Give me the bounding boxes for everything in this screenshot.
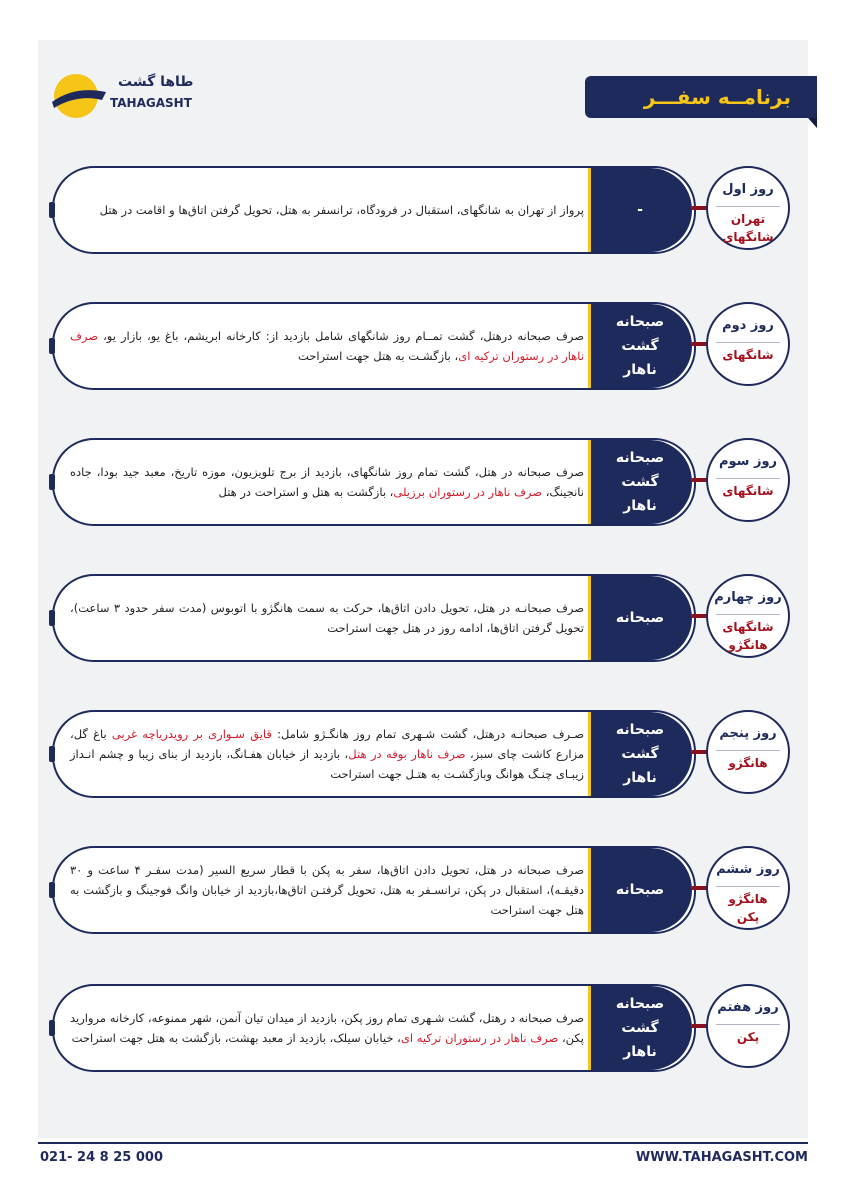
description-text: صرف صبحانـه در هتل، تحویل دادن اتاق‌ها، حرکت به سمت هانگژو با اتوبوس (مدت سفر حدود ۳ ساعت)، تحویل گرفتن اتاق‌ها، ادامه روز در هتل جهت استراحت <box>70 601 584 635</box>
pill-tab <box>49 474 55 490</box>
description-text: صرف صبحانه در هتل، گشت تمام روز شانگهای، بازدید از برج تلویزیون، موزه تاریخ، معبد جید بودا، جاده نانجینگ، <box>70 465 584 499</box>
day-badge <box>706 438 790 522</box>
brand-fa: طاها گشت <box>118 74 194 90</box>
day-row <box>52 710 792 798</box>
description-text: ، خیابان سیلک، بازدید از معبد بهشت، بازگشت به هتل جهت استراحت <box>71 1031 401 1045</box>
meal-separator <box>588 848 591 932</box>
day-row <box>52 166 792 254</box>
title-fold <box>808 118 817 128</box>
day-city: شانگهای <box>722 484 774 498</box>
day-description-pill <box>52 438 696 526</box>
description-text: صـرف صبحانـه درهتل، گشت شـهری تمام روز هانگـژو شامل: <box>271 727 584 741</box>
day-label: روز اول <box>722 182 774 197</box>
day-row <box>52 302 792 390</box>
day-description <box>70 712 584 796</box>
day-label: روز هفتم <box>717 1000 779 1015</box>
meal-info: صبحانه <box>588 576 692 660</box>
meal-info: صبحانه گشت ناهار <box>588 986 692 1070</box>
page-title: برنامــه سفـــر <box>585 76 817 118</box>
description-text: ، بازگشـت به هتل جهت استراحت <box>298 349 459 363</box>
day-label: روز سوم <box>718 454 778 469</box>
day-badge <box>706 846 790 930</box>
footer-divider <box>38 1142 808 1144</box>
day-description-pill <box>52 846 696 934</box>
day-description <box>70 440 584 524</box>
day-label: روز چهارم <box>714 590 782 605</box>
meal-info: صبحانه گشت ناهار <box>588 712 692 796</box>
day-badge <box>706 574 790 658</box>
pill-tab <box>49 202 55 218</box>
badge-divider <box>716 1024 780 1025</box>
meal-separator <box>588 168 591 252</box>
day-row <box>52 846 792 934</box>
day-badge <box>706 710 790 794</box>
pill-tab <box>49 882 55 898</box>
day-city: شانگهای هانگژو <box>722 620 774 652</box>
day-badge <box>706 984 790 1068</box>
highlight-text: صرف ناهار در رستوران ترکیه ای <box>70 329 584 363</box>
pill-tab <box>49 1020 55 1036</box>
description-text: پرواز از تهران به شانگهای، استقبال در فرودگاه، ترانسفر به هتل، تحویل گرفتن اتاق‌ها و اقامت در هتل <box>99 203 584 217</box>
day-label: روز ششم <box>716 862 780 877</box>
day-description-pill <box>52 302 696 390</box>
badge-divider <box>716 886 780 887</box>
day-description-pill <box>52 984 696 1072</box>
day-label: روز پنجم <box>719 726 777 741</box>
day-description <box>70 304 584 388</box>
meal-info: - <box>588 168 692 252</box>
highlight-text: صرف ناهار در رستوران ترکیه ای <box>400 1031 559 1045</box>
pill-tab <box>49 746 55 762</box>
day-city: هانگژو پکن <box>728 892 768 924</box>
highlight-text: صرف ناهار بوفه در هتل <box>348 747 466 761</box>
description-text: باغ گل، مزارع کاشت چای سبز، <box>70 727 585 761</box>
badge-divider <box>716 342 780 343</box>
badge-divider <box>716 750 780 751</box>
day-badge <box>706 302 790 386</box>
day-description <box>70 576 584 660</box>
pill-tab <box>49 610 55 626</box>
description-text: صرف صبحانه درهتل، گشت تمــام روز شانگهای شامل بازدید از: کارخانه ابریشم، باغ یو، بازار یو، <box>98 329 584 343</box>
pill-tab <box>49 338 55 354</box>
day-city: تهران شانگهای <box>722 212 774 244</box>
day-description-pill <box>52 166 696 254</box>
meal-separator <box>588 440 591 524</box>
day-description <box>70 848 584 932</box>
badge-divider <box>716 478 780 479</box>
highlight-text: قایق سـواری بر رویدریاچه غربی <box>111 727 272 741</box>
meal-info: صبحانه <box>588 848 692 932</box>
meal-info: صبحانه گشت ناهار <box>588 304 692 388</box>
badge-divider <box>716 614 780 615</box>
day-city: پکن <box>736 1030 760 1044</box>
day-description-pill <box>52 710 696 798</box>
day-row <box>52 984 792 1072</box>
day-description <box>70 168 584 252</box>
description-text: ، بازدید از خیابان هفـانگ، بازدید از بنای زیبا و چشم انـداز زیبـای چنـگ هوانگ وبازگشـت به هتـل جهت استراحت <box>70 747 584 781</box>
day-city: هانگژو <box>728 756 768 770</box>
meal-info: صبحانه گشت ناهار <box>588 440 692 524</box>
meal-separator <box>588 986 591 1070</box>
day-city: شانگهای <box>722 348 774 362</box>
footer-website[interactable]: WWW.TAHAGASHT.COM <box>635 1150 808 1165</box>
day-label: روز دوم <box>722 318 774 333</box>
day-badge <box>706 166 790 250</box>
meal-separator <box>588 576 591 660</box>
day-row <box>52 438 792 526</box>
day-description <box>70 986 584 1070</box>
meal-separator <box>588 712 591 796</box>
brand-en: TAHAGASHT <box>110 96 192 110</box>
highlight-text: صرف ناهار در رستوران برزیلی <box>393 485 543 499</box>
day-description-pill <box>52 574 696 662</box>
description-text: صرف صبحانه د رهتل، گشت شـهری تمام روز پکن، بازدید از میدان تیان آنمن، شهر ممنوعه، کارخانه مروارید پکن، <box>70 1011 584 1045</box>
meal-separator <box>588 304 591 388</box>
day-row <box>52 574 792 662</box>
badge-divider <box>716 206 780 207</box>
footer-phone: 021- 24 8 25 000 <box>40 1150 163 1165</box>
description-text: ، بازگشت به هتل و استراحت در هتل <box>218 485 394 499</box>
description-text: صرف صبحانه در هتل، تحویل دادن اتاق‌ها، سفر به پکن با قطار سریع السیر (مدت سفـر ۴ ساعت و ۳۰ دقیقـه)، استقبال در پکن، ترانسـفر به هتل، تحویل گرفتـن اتاق‌ها،بازدید از خیابان وانگ فوجینگ و بازگشت به هتل جهت استراحت <box>70 863 584 917</box>
